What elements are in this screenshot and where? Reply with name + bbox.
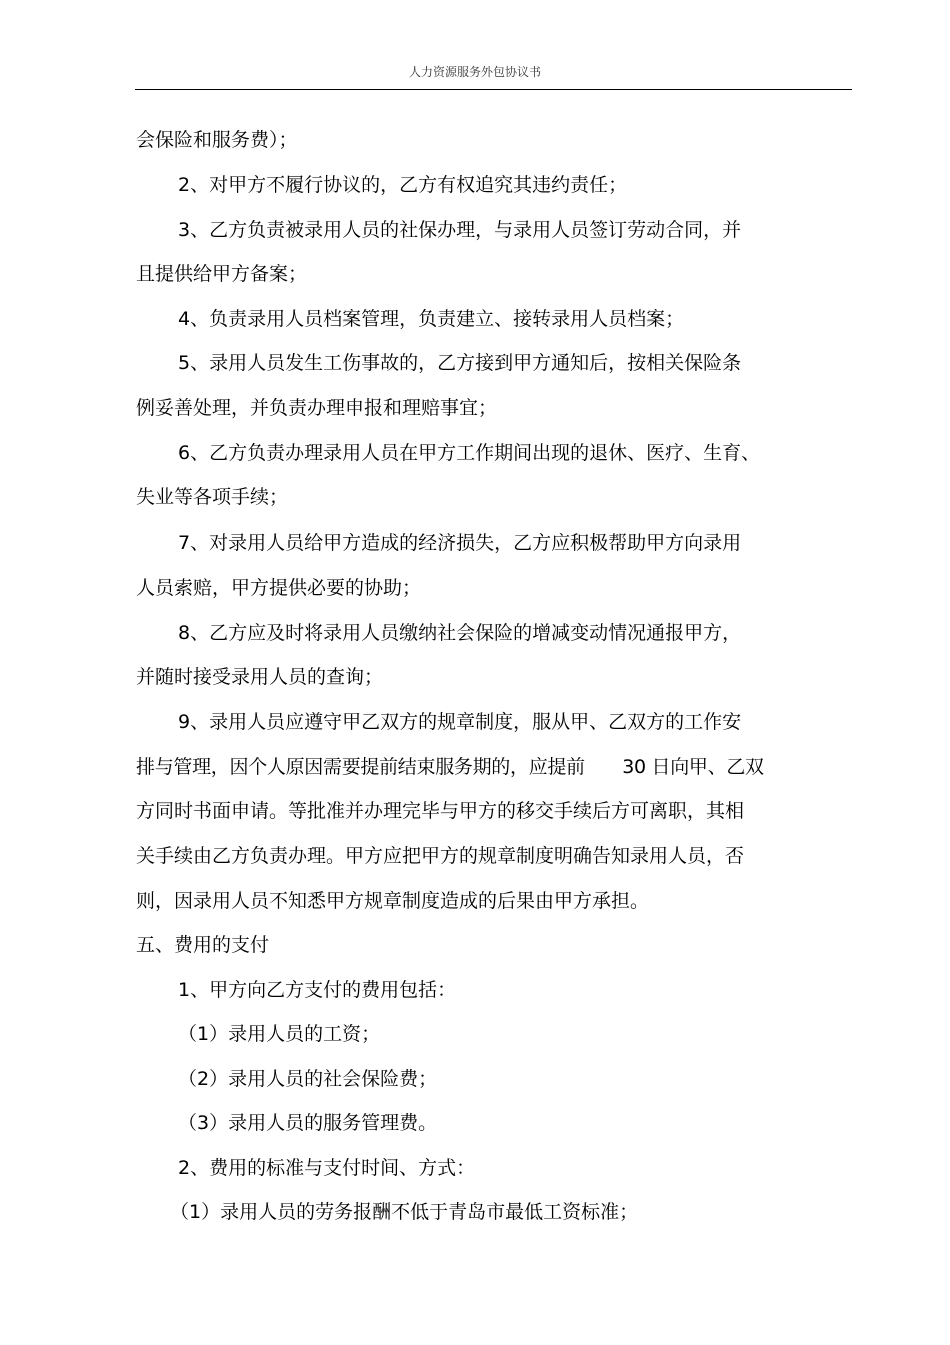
list-item: （2）录用人员的社会保险费； [178,1068,438,1090]
text-line: 7、对录用人员给甲方造成的经济损失，乙方应积极帮助甲方向录用 [178,532,742,554]
text-line: 失业等各项手续； [136,486,289,508]
text-line: 例妥善处理，并负责办理申报和理赔事宜； [136,397,498,419]
header-divider [135,89,852,90]
text-line: 关手续由乙方负责办理。甲方应把甲方的规章制度明确告知录用人员，否 [136,845,745,867]
text-line: 4、负责录用人员档案管理，负责建立、接转录用人员档案； [178,308,685,330]
text-line: 排与管理，因个人原因需要提前结束服务期的，应提前 30 日向甲、乙双 [136,756,764,778]
text-line: 方同时书面申请。等批准并办理完毕与甲方的移交手续后方可离职，其相 [136,800,745,822]
text-line: 8、乙方应及时将录用人员缴纳社会保险的增减变动情况通报甲方， [178,622,742,644]
text-line: 则，因录用人员不知悉甲方规章制度造成的后果由甲方承担。 [136,890,650,912]
text-line: 3、乙方负责被录用人员的社保办理，与录用人员签订劳动合同，并 [178,219,742,241]
text-line: 9、录用人员应遵守甲乙双方的规章制度，服从甲、乙双方的工作安 [178,711,742,733]
text-line: 5、录用人员发生工伤事故的，乙方接到甲方通知后，按相关保险条 [178,352,742,374]
text-line: 且提供给甲方备案； [136,263,308,285]
list-item: （1）录用人员的劳务报酬不低于青岛市最低工资标准； [170,1201,639,1223]
list-item: （1）录用人员的工资； [178,1023,381,1045]
text-line: 会保险和服务费）； [136,129,298,151]
text-line: 1、甲方向乙方支付的费用包括： [178,979,457,1001]
section-heading: 五、费用的支付 [136,934,270,956]
text-line: 人员索赔，甲方提供必要的协助； [136,577,422,599]
text-line: 2、费用的标准与支付时间、方式： [178,1157,476,1179]
text-line: 并随时接受录用人员的查询； [136,666,384,688]
text-line: 2、对甲方不履行协议的，乙方有权追究其违约责任； [178,174,628,196]
text-line: 6、乙方负责办理录用人员在甲方工作期间出现的退休、医疗、生育、 [178,442,761,464]
header-title: 人力资源服务外包协议书 [408,65,541,79]
list-item: （3）录用人员的服务管理费。 [178,1112,438,1134]
